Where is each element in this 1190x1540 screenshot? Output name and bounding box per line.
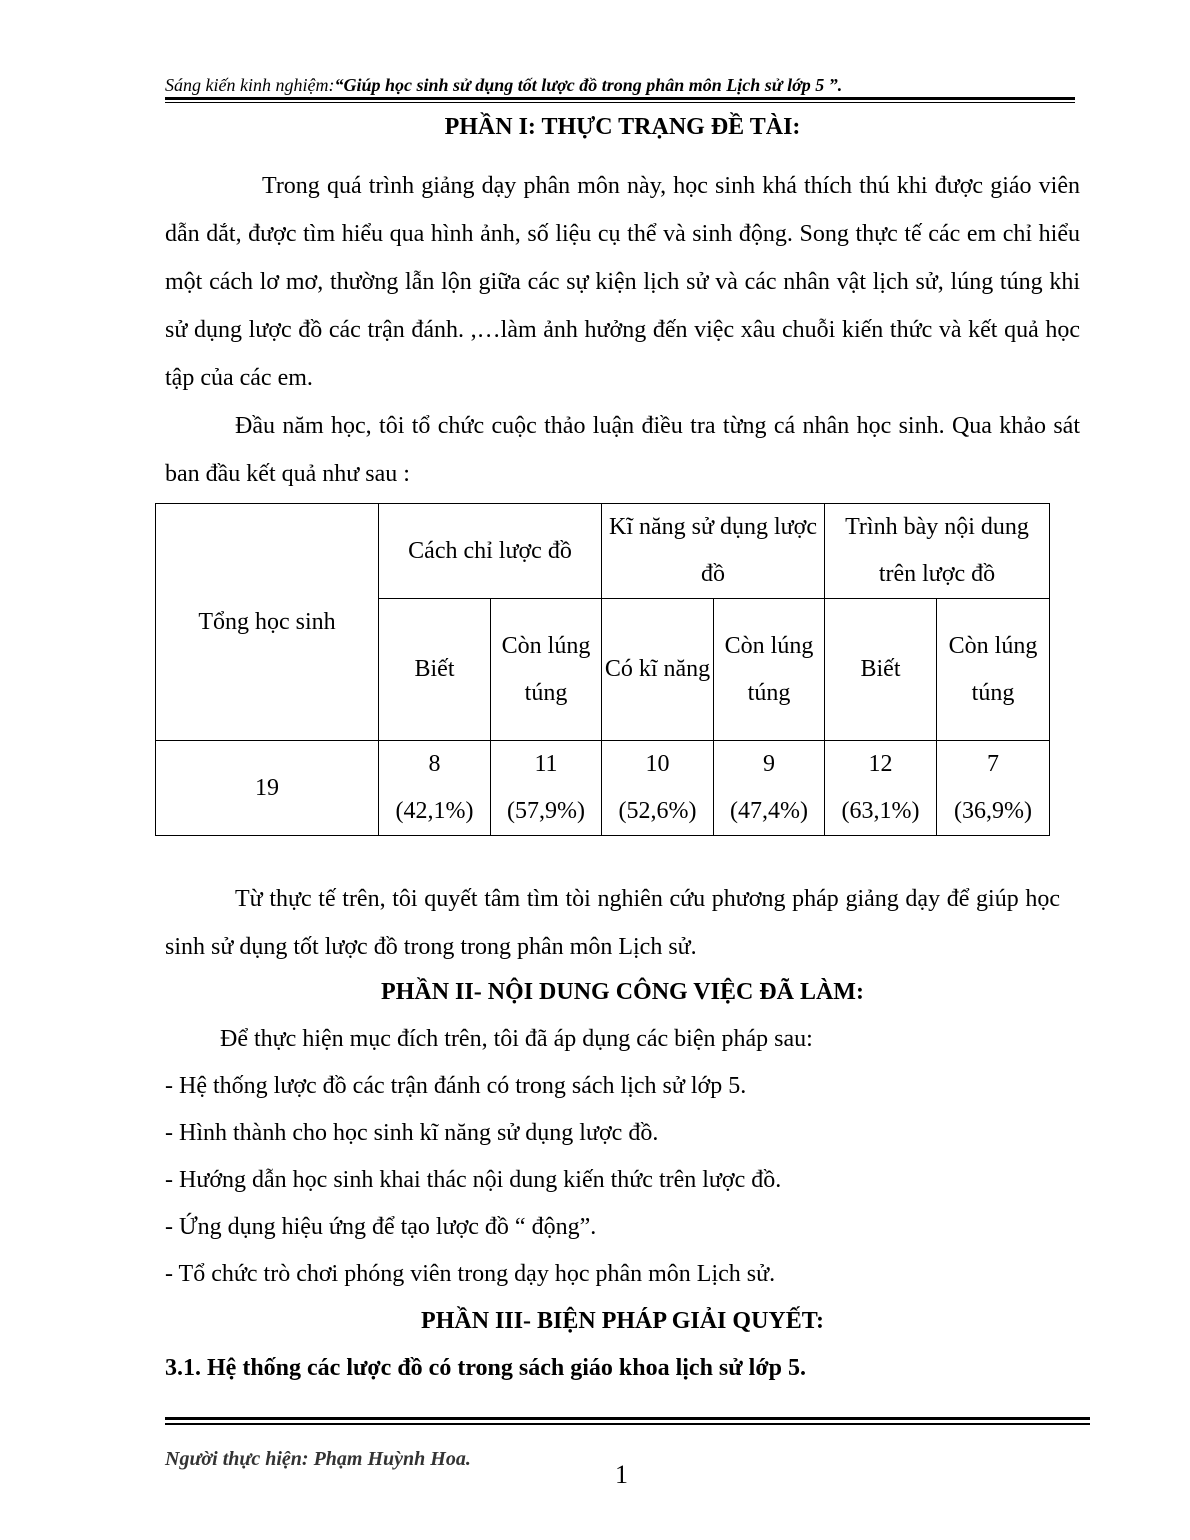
header-prefix: Sáng kiến kinh nghiệm: <box>165 75 335 95</box>
footer-author: Người thực hiện: Phạm Huỳnh Hoa. <box>165 1448 471 1470</box>
percent-value: (47,4%) <box>730 798 808 824</box>
table-header-row <box>156 504 1050 599</box>
subheader-cell: Biết <box>379 599 491 741</box>
paragraph-text: Trong quá trình giảng dạy phân môn này, học sinh khá thích thú khi được giáo viên dẫn dắt, được tìm hiểu qua hình ảnh, số liệu cụ thể và sinh động. Song thực tế các em chỉ hiểu một cách lơ mơ, thường lẫn lộn giữa các sự kiện lịch sử và các nhân vật lịch sử, lúng túng khi sử dụng lược đồ các trận đánh. ,…làm ảnh hưởng đến việc xâu chuỗi kiến thức và kết quả học tập của các em. <box>165 173 1080 391</box>
count-value: 12 <box>868 751 893 777</box>
subheader-cell: Còn lúng túng <box>714 599 825 741</box>
percent-value: (57,9%) <box>507 798 585 824</box>
part2-heading: PHẦN II- NỘI DUNG CÔNG VIỆC ĐÃ LÀM: <box>381 979 864 1005</box>
list-item: - Ứng dụng hiệu ứng để tạo lược đồ “ động”. <box>165 1214 597 1240</box>
total-students-header: Tổng học sinh <box>156 504 379 741</box>
part1-paragraph1 <box>165 162 1080 402</box>
percent-value: (52,6%) <box>618 798 697 824</box>
subheader-cell: Có kĩ năng <box>602 599 714 741</box>
list-item: - Hình thành cho học sinh kĩ năng sử dụng lược đồ. <box>165 1120 659 1146</box>
value-cell <box>937 741 1050 836</box>
part2-intro: Để thực hiện mục đích trên, tôi đã áp dụng các biện pháp sau: <box>220 1026 813 1052</box>
percent-value: (42,1%) <box>395 798 474 824</box>
header-rule-thick <box>165 97 1075 100</box>
group-header: Cách chỉ lược đồ <box>379 504 602 599</box>
footer-rule-thin <box>165 1423 1090 1425</box>
list-item: - Hệ thống lược đồ các trận đánh có trong sách lịch sử lớp 5. <box>165 1073 747 1099</box>
list-item: - Tổ chức trò chơi phóng viên trong dạy học phân môn Lịch sử. <box>165 1261 776 1287</box>
paragraph-text: Từ thực tế trên, tôi quyết tâm tìm tòi nghiên cứu phương pháp giảng dạy để giúp học sinh sử dụng tốt lược đồ trong trong phân môn Lịch sử. <box>165 886 1060 960</box>
value-cell <box>602 741 714 836</box>
percent-value: (63,1%) <box>841 798 920 824</box>
subheader-cell: Biết <box>825 599 937 741</box>
subheader-cell: Còn lúng túng <box>937 599 1050 741</box>
part1-heading: PHẦN I: THỰC TRẠNG ĐỀ TÀI: <box>444 114 801 140</box>
header-rule-thin <box>165 102 1075 103</box>
total-value-cell: 19 <box>156 741 379 836</box>
count-value: 7 <box>987 751 999 777</box>
part1-paragraph2 <box>165 402 1080 498</box>
survey-table <box>155 503 1050 836</box>
count-value: 9 <box>763 751 775 777</box>
group-header: Trình bày nội dung trên lược đồ <box>825 504 1050 599</box>
table-row <box>156 741 1050 836</box>
percent-value: (36,9%) <box>954 798 1032 824</box>
footer-rule-thick <box>165 1417 1090 1420</box>
subheader-cell: Còn lúng túng <box>491 599 602 741</box>
section-3-1-heading: 3.1. Hệ thống các lược đồ có trong sách giáo khoa lịch sử lớp 5. <box>165 1355 806 1381</box>
list-item: - Hướng dẫn học sinh khai thác nội dung kiến thức trên lược đồ. <box>165 1167 782 1193</box>
value-cell <box>825 741 937 836</box>
value-cell <box>714 741 825 836</box>
value-cell <box>491 741 602 836</box>
paragraph3 <box>165 875 1060 971</box>
count-value: 11 <box>534 751 558 777</box>
group-header: Kĩ năng sử dụng lược đồ <box>602 504 825 599</box>
paragraph-text: Đầu năm học, tôi tổ chức cuộc thảo luận điều tra từng cá nhân học sinh. Qua khảo sát ban đầu kết quả như sau : <box>165 413 1080 487</box>
count-value: 10 <box>645 751 670 777</box>
part3-heading: PHẦN III- BIỆN PHÁP GIẢI QUYẾT: <box>421 1308 824 1334</box>
value-cell <box>379 741 491 836</box>
page-header <box>165 75 1070 96</box>
header-title: “Giúp học sinh sử dụng tốt lược đồ trong phân môn Lịch sử lớp 5 ”. <box>334 75 843 95</box>
count-value: 8 <box>428 751 441 777</box>
page-number: 1 <box>615 1460 628 1489</box>
